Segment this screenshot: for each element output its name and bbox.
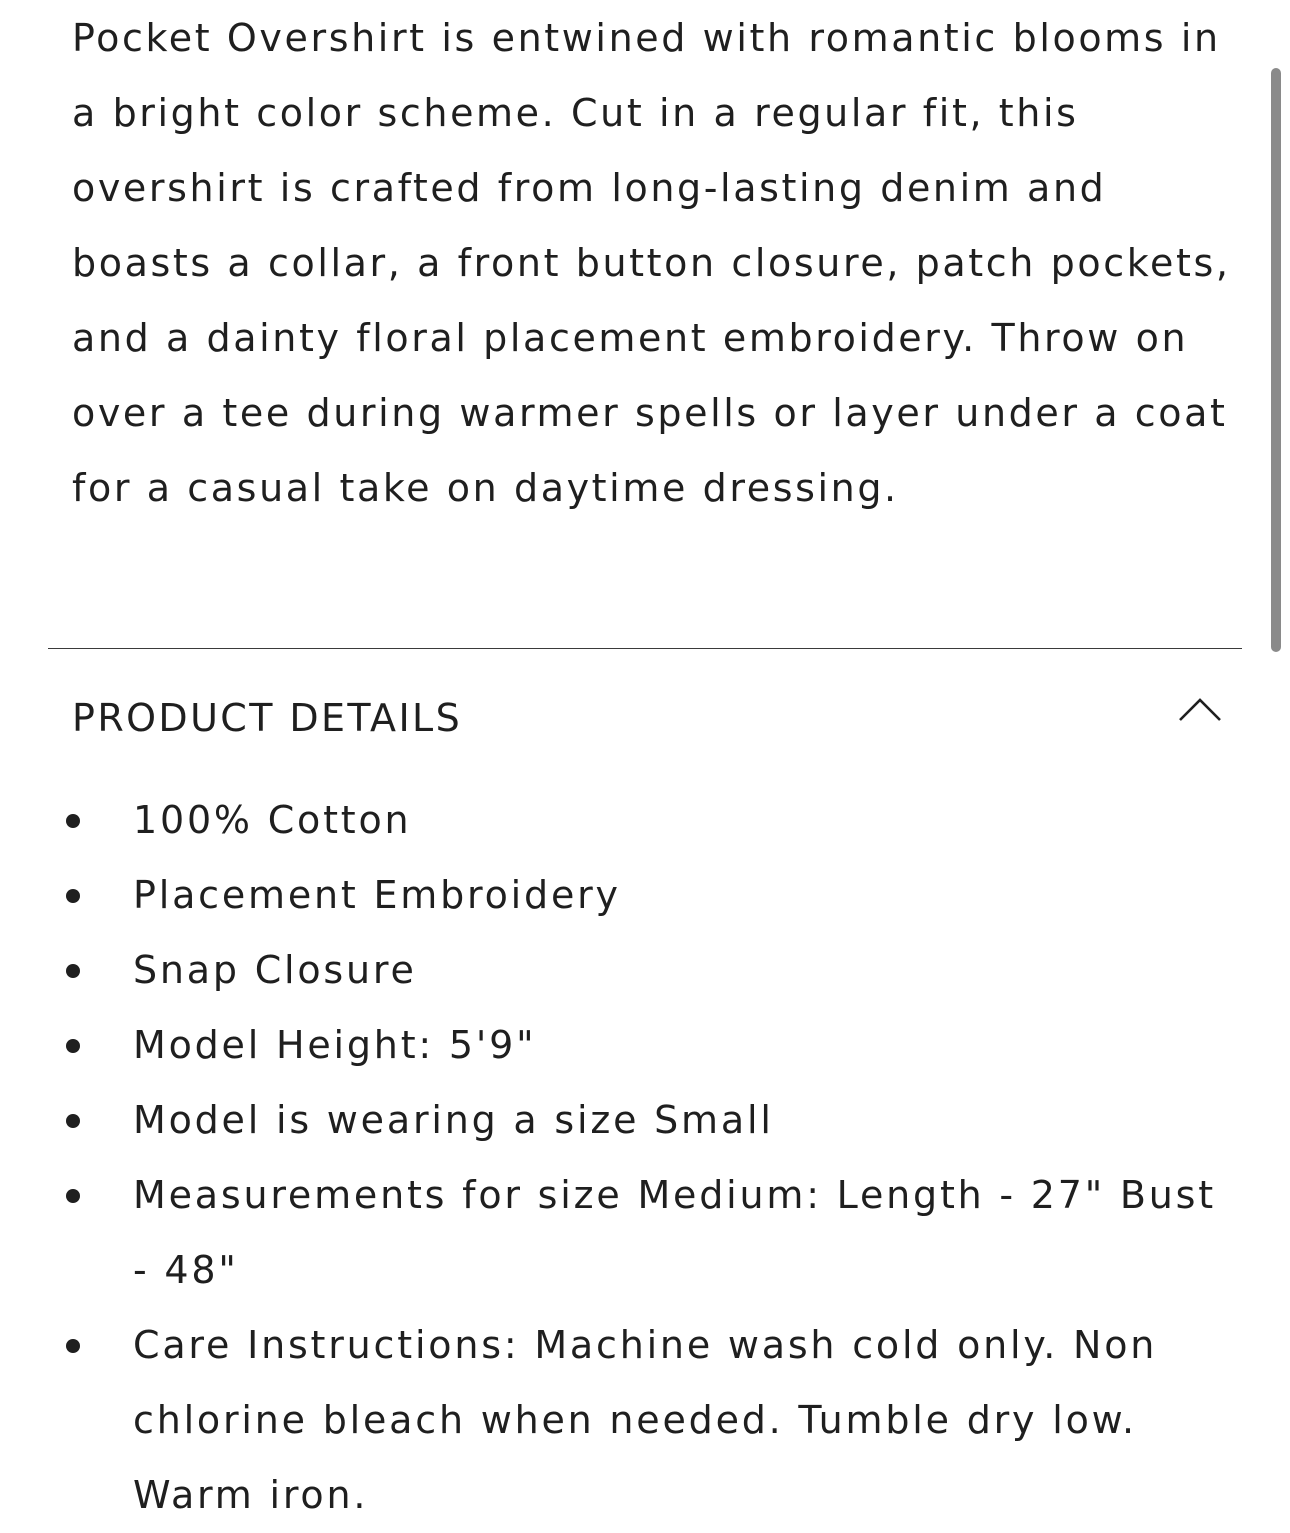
list-item-text: Model Height: 5'9" (133, 1023, 537, 1067)
product-description: Pocket Overshirt is entwined with romantic blooms in a bright color scheme. Cut in a regular fit, this overshirt is crafted from long-lasting denim and boasts a collar, a front button closure, patch pockets, and a dainty floral placement embroidery. Throw on over a tee during warmer spells or layer under a coat for a casual take on daytime dressing. (72, 16, 1231, 510)
bullet-icon (66, 1189, 80, 1203)
product-details-list (0, 783, 1290, 1533)
list-item (0, 933, 1290, 1008)
list-item (0, 1083, 1290, 1158)
bullet-icon (66, 1339, 80, 1353)
product-details-title: PRODUCT DETAILS (72, 696, 463, 740)
product-details-toggle[interactable] (72, 690, 1232, 750)
section-divider (48, 648, 1242, 649)
list-item (0, 1308, 1290, 1533)
bullet-icon (66, 964, 80, 978)
list-item-text: Care Instructions: Machine wash cold only. Non chlorine bleach when needed. Tumble dry low. Warm iron. (133, 1323, 1158, 1517)
list-item-text: Snap Closure (133, 948, 417, 992)
list-item-text: Model is wearing a size Small (133, 1098, 774, 1142)
bullet-icon (66, 1039, 80, 1053)
list-item (0, 1158, 1290, 1308)
list-item-text: Measurements for size Medium: Length - 27" Bust - 48" (133, 1173, 1216, 1292)
list-item-text: Placement Embroidery (133, 873, 621, 917)
list-item (0, 858, 1290, 933)
scrollbar[interactable] (1271, 68, 1281, 652)
list-item (0, 1008, 1290, 1083)
list-item (0, 783, 1290, 858)
bullet-icon (66, 1114, 80, 1128)
chevron-up-icon (1178, 696, 1222, 722)
list-item-text: 100% Cotton (133, 798, 412, 842)
bullet-icon (66, 889, 80, 903)
bullet-icon (66, 814, 80, 828)
